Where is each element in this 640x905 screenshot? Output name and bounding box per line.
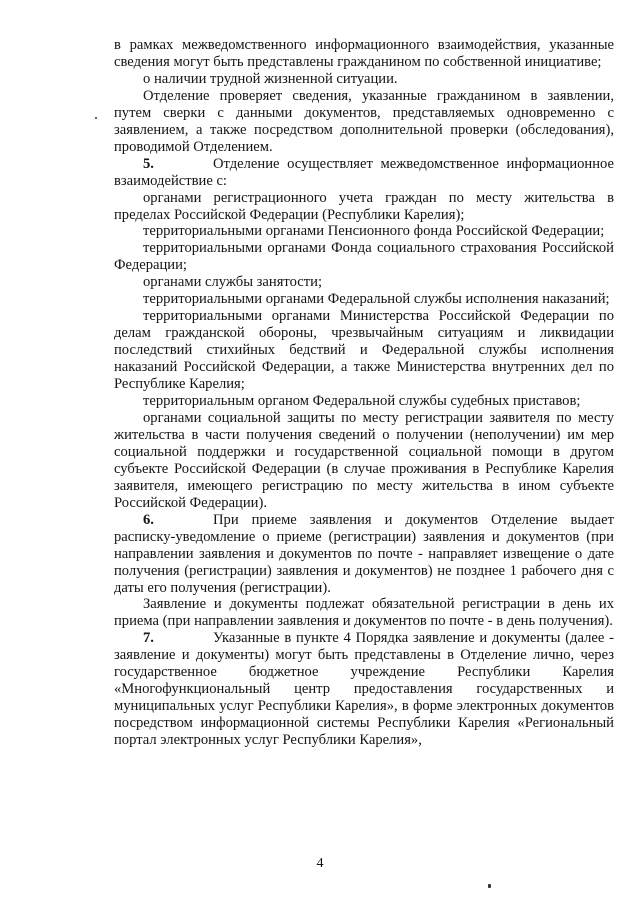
page-number: 4: [316, 856, 324, 871]
paragraph: территориальными органами Федеральной службы исполнения наказаний;: [143, 291, 610, 308]
paragraph: территориальными органами Пенсионного фонда Российской Федерации;: [143, 223, 605, 240]
numbered-paragraph: 5. Отделение осуществляет межведомственное информационное взаимодействие с:: [114, 155, 614, 189]
paragraph: органами службы занятости;: [143, 274, 323, 291]
scan-speck: [488, 884, 491, 888]
paragraph: территориальным органом Федеральной службы судебных приставов;: [143, 393, 581, 410]
paragraph: территориальными органами Министерства Российской Федерации по делам гражданской обороны, чрезвычайным ситуациям и ликвидации последствий стихийных бедствий и Федеральной службы исполнения наказаний Российской Федерации, а также Министерства внутренних дел по Республике Карелия;: [114, 308, 614, 393]
item-number: 6.: [143, 511, 154, 528]
paragraph: о наличии трудной жизненной ситуации.: [143, 70, 398, 87]
document-body: [114, 37, 614, 749]
scan-speck: [95, 117, 97, 119]
numbered-paragraph: 7. Указанные в пункте 4 Порядка заявление и документы (далее - заявление и документы) могут быть представлены в Отделение лично, через государственное бюджетное учреждение Республики Карелия «Многофункциональный центр предоставления государственных и муниципальных услуг Республики Карелия», в форме электронных документов посредством информационной системы Республики Карелия «Региональный портал электронных услуг Республики Карелия»,: [114, 630, 614, 749]
paragraph: в рамках межведомственного информационного взаимодействия, указанные сведения могут быть представлены гражданином по собственной инициативе;: [114, 37, 614, 70]
paragraph: органами регистрационного учета граждан по месту жительства в пределах Российской Федерации (Республики Карелия);: [114, 189, 614, 223]
numbered-paragraph: 6. При приеме заявления и документов Отделение выдает расписку-уведомление о приеме (регистрации) заявления и документов (при направлении заявления и документов по почте - направляет извещение о дате получения (регистрации) заявления и документов) не позднее 1 рабочего дня с даты его получения (регистрации).: [114, 511, 614, 596]
paragraph: Отделение проверяет сведения, указанные гражданином в заявлении, путем сверки с данными документов, представляемых одновременно с заявлением, а также посредством дополнительной проверки (обследования), проводимой Отделением.: [114, 87, 614, 155]
paragraph: территориальными органами Фонда социального страхования Российской Федерации;: [114, 240, 614, 274]
item-number: 5.: [143, 155, 154, 172]
paragraph: Заявление и документы подлежат обязательной регистрации в день их приема (при направлении заявления и документов по почте - в день получения).: [114, 596, 614, 630]
item-number: 7.: [143, 630, 154, 647]
paragraph: органами социальной защиты по месту регистрации заявителя по месту жительства в части получения сведений о получении (неполучении) им мер социальной поддержки и государственной социальной помощи в другом субъекте Российской Федерации (в случае проживания в Республике Карелия заявителя, имеющего регистрацию по месту жительства в ином субъекте Российской Федерации).: [114, 409, 614, 511]
